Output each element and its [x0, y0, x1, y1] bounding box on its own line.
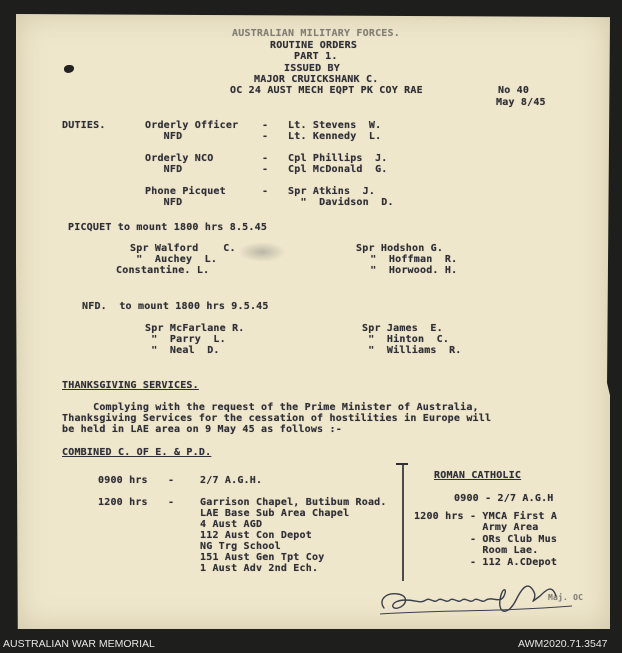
thanksgiving-heading: THANKSGIVING SERVICES.	[62, 380, 199, 391]
header-line-6: OC 24 AUST MECH EQPT PK COY RAE	[230, 85, 423, 96]
rc-row-4: - ORs Club Mus	[414, 534, 558, 545]
combined-heading: COMBINED C. OF E. & P.D.	[62, 447, 212, 458]
duty-dash-3: -	[262, 153, 269, 164]
duty-role-6: NFD	[145, 197, 183, 208]
footer-credit: AUSTRALIAN WAR MEMORIAL	[3, 638, 155, 650]
duty-role-1: Orderly Officer	[145, 120, 239, 131]
picquet-right-3: " Horwood. H.	[364, 265, 458, 276]
nfd-heading: NFD. to mount 1800 hrs 9.5.45	[82, 301, 269, 312]
duty-role-4: NFD	[145, 164, 183, 175]
picquet-left-3: Constantine. L.	[116, 265, 210, 276]
combined-place-2: Garrison Chapel, Butibum Road.	[200, 497, 387, 508]
picquet-left-1: Spr Walford C.	[130, 243, 236, 254]
combined-time-1: 0900 hrs	[98, 475, 148, 486]
nfd-right-2: " Hinton C.	[362, 334, 450, 345]
picquet-left-2: " Auchey L.	[130, 254, 218, 265]
duty-name-6: " Davidson D.	[288, 197, 394, 208]
duty-role-5: Phone Picquet	[145, 186, 226, 197]
combined-unit-6: 1 Aust Adv 2nd Ech.	[200, 563, 319, 574]
nfd-right-3: " Williams R.	[362, 345, 462, 356]
nfd-right-1: Spr James E.	[362, 323, 443, 334]
combined-unit-5: 151 Aust Gen Tpt Coy	[200, 552, 325, 563]
order-date: May 8/45	[496, 97, 546, 108]
duty-dash-5: -	[262, 186, 269, 197]
combined-dash-2: -	[168, 497, 175, 508]
nfd-left-3: " Neal D.	[145, 345, 220, 356]
combined-unit-2: 4 Aust AGD	[200, 519, 263, 530]
picquet-heading: PICQUET to mount 1800 hrs 8.5.45	[68, 222, 268, 233]
header-line-5: MAJOR CRUICKSHANK C.	[254, 74, 379, 85]
duty-dash-2: -	[262, 131, 269, 142]
rc-row-3: Army Area	[414, 522, 539, 533]
picquet-right-2: " Hoffman R.	[364, 254, 458, 265]
rc-heading: ROMAN CATHOLIC	[434, 470, 522, 481]
duty-name-1: Lt. Stevens W.	[288, 120, 382, 131]
combined-time-2: 1200 hrs	[98, 497, 148, 508]
rc-row-2: 1200 hrs - YMCA First A	[414, 511, 558, 522]
duty-name-2: Lt. Kennedy L.	[288, 131, 382, 142]
thanksgiving-para-2: Thanksgiving Services for the cessation of hostilities in Europe will	[62, 413, 492, 424]
combined-unit-3: 112 Aust Con Depot	[200, 530, 312, 541]
header-line-4: ISSUED BY	[284, 63, 340, 74]
header-line-3: PART 1.	[294, 51, 338, 62]
header-line-2: ROUTINE ORDERS	[270, 40, 358, 51]
smudge-mark	[238, 242, 286, 262]
thanksgiving-para-1: Complying with the request of the Prime Minister of Australia,	[62, 402, 479, 413]
nfd-left-2: " Parry L.	[145, 334, 226, 345]
rc-row-6: - 112 A.CDepot	[414, 557, 558, 568]
rc-row-5: Room Lae.	[414, 545, 539, 556]
footer-accession-id: AWM2020.71.3547	[518, 638, 608, 650]
order-number: No 40	[498, 85, 530, 96]
rc-row-1: 0900 - 2/7 A.G.H	[454, 493, 554, 504]
thanksgiving-para-3: be held in LAE area on 9 May 45 as follows :-	[62, 424, 342, 435]
duty-name-3: Cpl Phillips J.	[288, 153, 388, 164]
column-divider	[402, 463, 404, 581]
combined-unit-1: LAE Base Sub Area Chapel	[200, 508, 350, 519]
duty-role-2: NFD	[145, 131, 183, 142]
duty-dash-1: -	[262, 120, 269, 131]
duties-label: DUTIES.	[62, 120, 106, 131]
signature-note: Maj. OC	[548, 593, 584, 602]
duty-name-5: Spr Atkins J.	[288, 186, 376, 197]
header-line-1: AUSTRALIAN MILITARY FORCES.	[232, 28, 400, 39]
combined-unit-4: NG Trg School	[200, 541, 281, 552]
duty-name-4: Cpl McDonald G.	[288, 164, 388, 175]
combined-dash-1: -	[168, 475, 175, 486]
picquet-right-1: Spr Hodshon G.	[356, 243, 444, 254]
combined-place-1: 2/7 A.G.H.	[200, 475, 263, 486]
duty-dash-4: -	[262, 164, 269, 175]
nfd-left-1: Spr McFarlane R.	[145, 323, 245, 334]
duty-role-3: Orderly NCO	[145, 153, 214, 164]
